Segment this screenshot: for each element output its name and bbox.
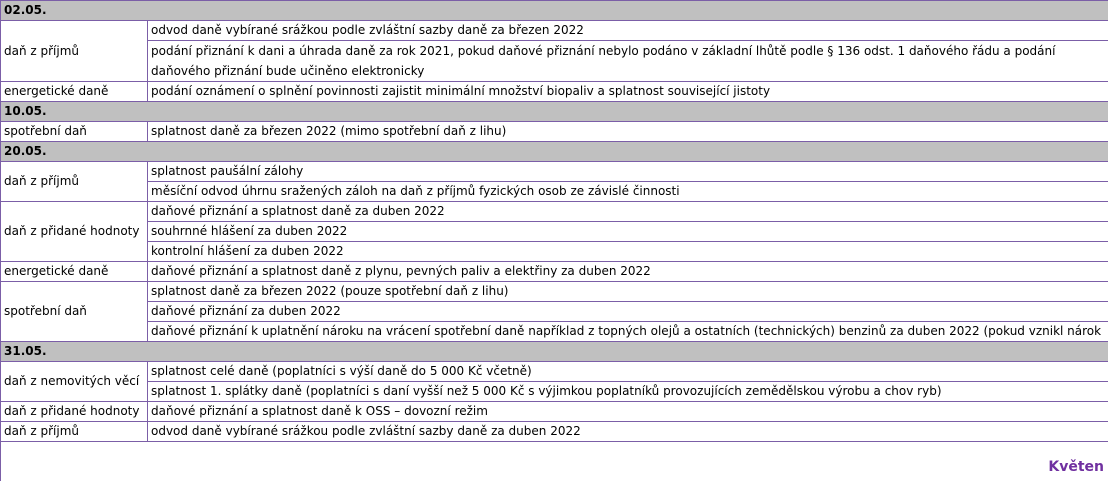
obligation-description: odvod daně vybírané srážkou podle zvláštní sazby daně za duben 2022 [148,422,1108,442]
tax-category: daň z příjmů [1,21,148,82]
tax-category: daň z příjmů [1,422,148,442]
obligation-description: splatnost daně za březen 2022 (pouze spotřební daň z lihu) [148,282,1108,302]
obligation-description: podání oznámení o splnění povinnosti zajistit minimální množství biopaliv a splatnost související jistoty [148,82,1108,102]
date-header: 20.05. [1,142,1108,162]
obligation-description: podání přiznání k dani a úhrada daně za rok 2021, pokud daňové přiznání nebylo podáno v základní lhůtě podle § 136 odst. 1 daňového řádu a podání daňového přiznání bude učiněno elektronicky [148,41,1108,82]
table-row [1,422,1108,442]
tax-calendar-body [1,1,1108,442]
table-row [1,382,1108,402]
tax-category: spotřební daň [1,122,148,142]
obligation-description: splatnost celé daně (poplatníci s výší daně do 5 000 Kč včetně) [148,362,1108,382]
tax-category: daň z přidané hodnoty [1,202,148,262]
table-row [1,222,1108,242]
table-row [1,362,1108,382]
obligation-description: splatnost 1. splátky daně (poplatníci s daní vyšší než 5 000 Kč s výjimkou poplatníků provozujících zemědělskou výrobu a chov ryb) [148,382,1108,402]
tax-category: energetické daně [1,82,148,102]
table-row [1,41,1108,82]
tax-category: daň z nemovitých věcí [1,362,148,402]
tax-category: daň z přidané hodnoty [1,402,148,422]
obligation-description: daňové přiznání a splatnost daně k OSS – dovozní režim [148,402,1108,422]
tax-category: daň z příjmů [1,162,148,202]
date-row [1,1,1108,21]
obligation-description: daňové přiznání k uplatnění nároku na vrácení spotřební daně například z topných olejů a ostatních (technických) benzinů za duben 2022 (pokud vznikl nárok [148,322,1108,342]
date-row [1,342,1108,362]
table-row [1,242,1108,262]
date-row [1,142,1108,162]
table-row [1,182,1108,202]
date-header: 10.05. [1,102,1108,122]
date-header: 31.05. [1,342,1108,362]
table-row [1,21,1108,41]
obligation-description: splatnost daně za březen 2022 (mimo spotřební daň z lihu) [148,122,1108,142]
table-row [1,202,1108,222]
table-row [1,402,1108,422]
tax-category: energetické daně [1,262,148,282]
obligation-description: daňové přiznání za duben 2022 [148,302,1108,322]
obligation-description: daňové přiznání a splatnost daně za duben 2022 [148,202,1108,222]
table-row [1,322,1108,342]
table-row [1,122,1108,142]
date-row [1,102,1108,122]
obligation-description: odvod daně vybírané srážkou podle zvláštní sazby daně za březen 2022 [148,21,1108,41]
table-row [1,302,1108,322]
obligation-description: souhrnné hlášení za duben 2022 [148,222,1108,242]
date-header: 02.05. [1,1,1108,21]
tax-category: spotřební daň [1,282,148,342]
table-row [1,82,1108,102]
obligation-description: daňové přiznání a splatnost daně z plynu, pevných paliv a elektřiny za duben 2022 [148,262,1108,282]
table-row [1,282,1108,302]
table-row [1,162,1108,182]
table-left-border [0,0,1,481]
month-label: Květen [1048,459,1104,475]
obligation-description: kontrolní hlášení za duben 2022 [148,242,1108,262]
table-row [1,262,1108,282]
obligation-description: měsíční odvod úhrnu sražených záloh na daň z příjmů fyzických osob ze závislé činnosti [148,182,1108,202]
obligation-description: splatnost paušální zálohy [148,162,1108,182]
